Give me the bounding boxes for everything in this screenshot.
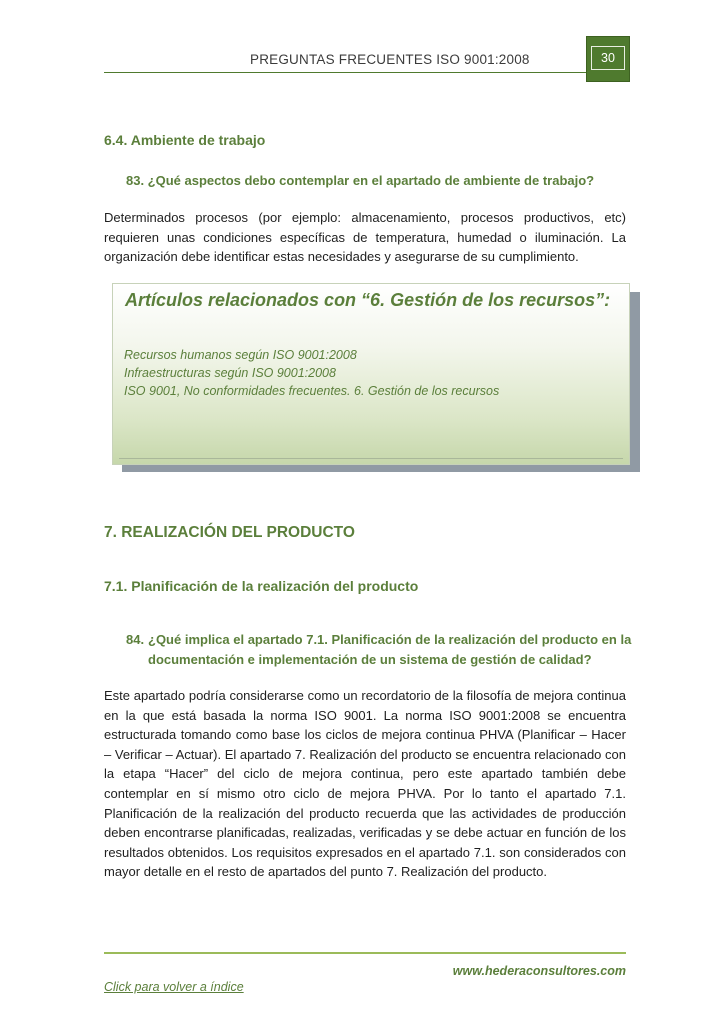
back-to-index-link[interactable]: Click para volver a índice bbox=[104, 980, 244, 994]
section-heading-7: 7. REALIZACIÓN DEL PRODUCTO bbox=[104, 524, 355, 541]
question-84-line-2: documentación e implementación de un sistema de gestión de calidad? bbox=[148, 652, 592, 667]
section-heading-6-4: 6.4. Ambiente de trabajo bbox=[104, 132, 266, 148]
related-link-no-conformidades[interactable]: ISO 9001, No conformidades frecuentes. 6. Gestión de los recursos bbox=[124, 384, 500, 398]
footer-website-link[interactable]: www.hederaconsultores.com bbox=[452, 964, 626, 978]
related-link-recursos-humanos[interactable]: Recursos humanos según ISO 9001:2008 bbox=[124, 348, 357, 362]
answer-83: Determinados procesos (por ejemplo: almacenamiento, procesos productivos, etc) requieren unas condiciones específicas de temperatura, humedad o iluminación. La organización debe identificar estas necesidades y asegurarse de su cumplimiento. bbox=[104, 210, 626, 265]
related-articles-title: Artículos relacionados con “6. Gestión de los recursos”: bbox=[125, 290, 611, 310]
related-box-inner-rule bbox=[119, 458, 623, 459]
related-articles-box bbox=[112, 283, 630, 465]
question-84-line-1: ¿Qué implica el apartado 7.1. Planificación de la realización del producto en la bbox=[148, 632, 632, 647]
question-83: 83. ¿Qué aspectos debo contemplar en el apartado de ambiente de trabajo? bbox=[126, 173, 595, 188]
related-link-infraestructuras[interactable]: Infraestructuras según ISO 9001:2008 bbox=[124, 366, 336, 380]
answer-84: Este apartado podría considerarse como un recordatorio de la filosofía de mejora continua en la que está basada la norma ISO 9001. La norma ISO 9001:2008 se encuentra estructurada tomando como base los ciclos de mejora continua PHVA (Planificar – Hacer – Verificar – Actuar). El apartado 7. Realización del producto se encuentra relacionado con la etapa “Hacer” del ciclo de mejora continua, pero este apartado también debe contemplar en sí mismo otro ciclo de mejora PHVA. Por lo tanto el apartado 7.1. Planificación de la realización del producto recuerda que las actividades de producción deben encontrarse planificadas, realizadas, verificadas y se debe actuar en función de los resultados obtenidos. Los requisitos expresados en el apartado 7.1. son considerados con mayor detalle en el resto de apartados del punto 7. Realización del producto. bbox=[104, 688, 626, 880]
footer-divider bbox=[104, 952, 626, 954]
section-heading-7-1: 7.1. Planificación de la realización del producto bbox=[104, 578, 419, 594]
page-number: 30 bbox=[591, 46, 625, 70]
related-articles-list bbox=[124, 346, 499, 400]
question-84-number: 84. bbox=[126, 632, 145, 647]
header-divider bbox=[104, 72, 626, 73]
running-header-title: PREGUNTAS FRECUENTES ISO 9001:2008 bbox=[250, 52, 530, 67]
